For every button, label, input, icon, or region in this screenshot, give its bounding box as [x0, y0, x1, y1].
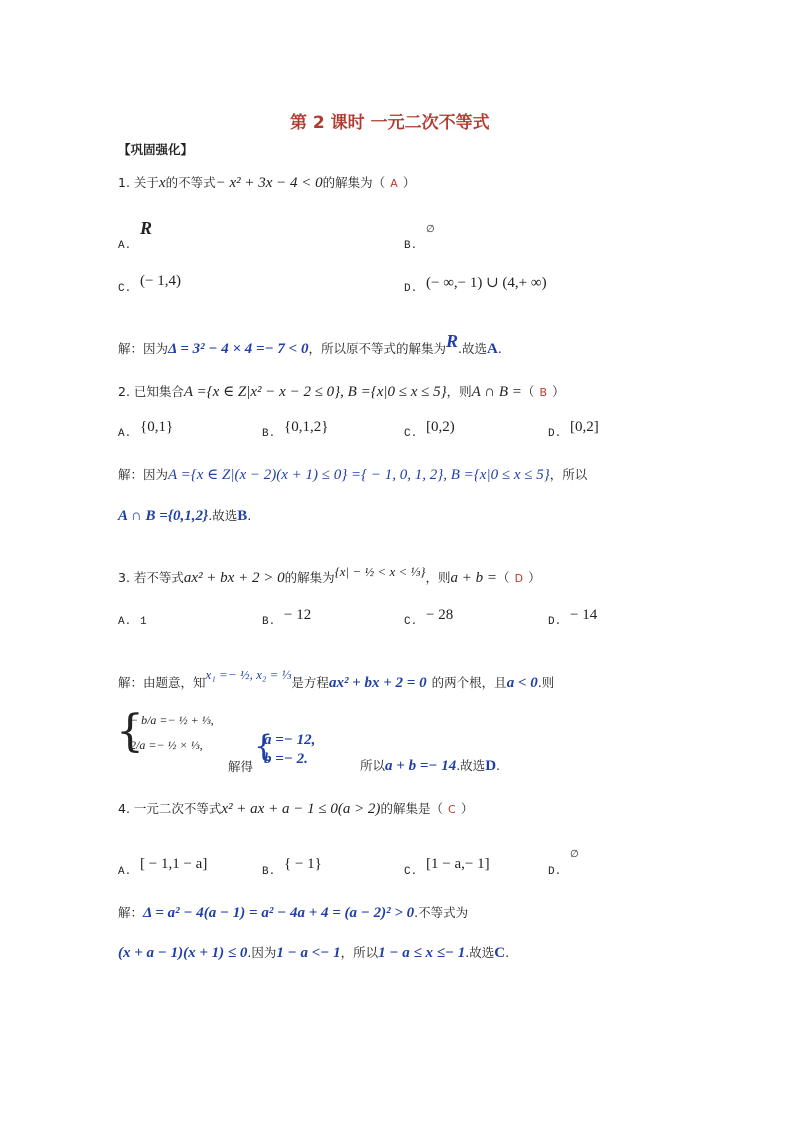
q3-sol-prefix: 解：由题意，知 [118, 675, 206, 690]
q3-open: （ [496, 570, 510, 585]
q4-solution-line-2 [118, 942, 509, 962]
q2-sol-mid: ，所以 [549, 467, 588, 482]
q2-answer: B [539, 386, 548, 399]
q4-solution-line-1 [118, 902, 468, 922]
q2-option-d: [0,2] [570, 419, 599, 435]
q4-option-b: { − 1} [284, 856, 322, 872]
q3-system-eq-1: − b/a =− ½ + ⅓, [130, 713, 214, 727]
q1-prefix: 1. 关于 [118, 175, 159, 190]
q4-option-a-label: A. [118, 866, 132, 878]
q1-suffix: 的解集为（ [322, 175, 386, 190]
q1-option-b: ∅ [426, 224, 435, 235]
q3-sol-roots: x₁ =− ½, x₂ = ⅓ [205, 667, 292, 682]
q4-suffix: 的解集是（ [380, 801, 443, 816]
q2-option-c: [0,2) [426, 419, 455, 435]
q3-option-b-label: B. [262, 616, 276, 628]
q3-result-a: a =− 12, [264, 732, 316, 748]
q1-sol-choice: A [486, 341, 498, 357]
q3-set: {x| − ½ < x < ⅓} [334, 564, 426, 579]
q3-sol-then: .则 [537, 675, 555, 690]
q2-solution-line-2 [118, 505, 251, 525]
q4-prefix: 4. 一元二次不等式 [118, 801, 222, 816]
q3-option-c-label: C. [404, 616, 418, 628]
section-heading: 【巩固强化】 [118, 142, 194, 157]
q3-sol-mid2: 的两个根，且 [431, 675, 507, 690]
q3-option-c: − 28 [426, 607, 454, 623]
q3-system-brace: { [116, 706, 144, 757]
q3-sol-equation: ax² + bx + 2 = 0 [328, 675, 427, 691]
page-title: 第 2 课时 一元二次不等式 [290, 113, 490, 133]
q2-option-b: {0,1,2} [284, 419, 329, 435]
q3-sol-mid: 是方程 [291, 675, 329, 690]
q3-solution-line-1 [118, 667, 555, 692]
q1-option-a-label: A. [118, 240, 132, 252]
q2-sol-prefix: 解：因为 [118, 467, 169, 482]
q1-option-c-label: C. [118, 283, 132, 295]
q2-option-a-label: A. [118, 428, 132, 440]
q1-solution [118, 331, 502, 358]
q3-sol-dot: . [496, 758, 501, 773]
q4-option-d-label: D. [548, 866, 562, 878]
question-4-stem [118, 798, 473, 818]
q2-option-b-label: B. [262, 428, 276, 440]
q3-option-d-label: D. [548, 616, 562, 628]
q3-option-a-label: A. [118, 616, 132, 628]
q1-mid: 的不等式 [165, 175, 216, 190]
q4-sol-so: ，所以 [340, 945, 379, 960]
question-2-stem [118, 381, 565, 401]
q1-answer: A [390, 177, 398, 190]
q2-sol-dot: . [247, 508, 252, 523]
q3-system-eq-2: 2/a =− ½ × ⅓, [130, 738, 203, 752]
q4-sol-because: .因为 [247, 945, 277, 960]
q2-open: （ [521, 384, 535, 399]
q4-sol-inequality: (x + a − 1)(x + 1) ≤ 0 [118, 945, 248, 961]
q1-inequality: − x² + 3x − 4 < 0 [215, 175, 323, 191]
q3-close: ） [528, 570, 541, 585]
q4-sol-dot: . [505, 945, 510, 960]
q2-sol-result: A ∩ B ={0,1,2} [118, 508, 209, 524]
q2-prefix: 2. 已知集合 [118, 384, 184, 399]
q3-result-b: b =− 2. [264, 751, 308, 767]
q3-mid2: ，则 [425, 570, 451, 585]
q4-sol-expr: Δ = a² − 4(a − 1) = a² − 4a + 4 = (a − 2)² > 0 [143, 905, 415, 921]
q2-sets: A ={x ∈ Z|x² − x − 2 ≤ 0}, B ={x|0 ≤ x ≤ 5} [183, 384, 447, 400]
q4-inequality: x² + ax + a − 1 ≤ 0(a > 2) [221, 801, 381, 817]
q3-solve-word: 解得 [228, 759, 254, 774]
q2-option-c-label: C. [404, 428, 418, 440]
q1-option-a: R [140, 218, 153, 238]
q3-prefix: 3. 若不等式 [118, 570, 184, 585]
q2-mid: ，则 [446, 384, 472, 399]
q3-solution-final [360, 755, 500, 775]
q3-sol-cond: a < 0 [506, 675, 538, 691]
q3-sol-choice: D [485, 758, 497, 774]
q2-close: ） [552, 384, 565, 399]
q2-sol-expr: A ={x ∈ Z|(x − 2)(x + 1) ≤ 0} ={ − 1, 0, 1, 2}, B ={x|0 ≤ x ≤ 5} [168, 467, 550, 483]
q4-sol-compare: 1 − a <− 1 [276, 945, 341, 961]
q4-sol-range: 1 − a ≤ x ≤− 1 [378, 945, 466, 961]
q3-answer: D [514, 572, 524, 585]
q4-close: ） [460, 801, 474, 816]
q2-sol-end: .故选 [208, 508, 238, 523]
q3-so-word: 所以 [360, 758, 386, 773]
q1-var: x [158, 175, 166, 191]
q2-sol-choice: B [237, 508, 248, 524]
q1-option-c: (− 1,4) [140, 273, 181, 289]
q4-answer: C [448, 803, 456, 816]
q1-option-d: (− ∞,− 1) ∪ (4,+ ∞) [426, 275, 547, 291]
q2-solution-line-1 [118, 464, 587, 484]
q1-sol-prefix: 解：因为 [118, 341, 169, 356]
q3-final: a + b =− 14 [385, 758, 457, 774]
q3-mid: 的解集为 [284, 570, 335, 585]
q3-expr: a + b = [450, 570, 497, 586]
q1-close: ） [402, 175, 416, 190]
q4-option-c-label: C. [404, 866, 418, 878]
question-1-stem [118, 172, 415, 192]
q4-sol-mid: .不等式为 [414, 905, 469, 920]
q3-result-brace: { [254, 729, 274, 764]
q1-sol-set: R [445, 331, 458, 351]
q3-option-b: − 12 [284, 607, 312, 623]
q3-inequality: ax² + bx + 2 > 0 [183, 570, 285, 586]
q1-option-b-label: B. [404, 240, 418, 252]
q4-option-d: ∅ [570, 849, 579, 860]
q4-sol-end: .故选 [465, 945, 495, 960]
q1-sol-dot: . [497, 341, 502, 356]
q3-option-d: − 14 [570, 607, 598, 623]
q4-option-c: [1 − a,− 1] [426, 856, 490, 872]
q3-option-a: 1 [140, 616, 147, 628]
q4-sol-choice: C [494, 945, 506, 961]
q2-option-d-label: D. [548, 428, 562, 440]
q2-expr: A ∩ B = [471, 384, 522, 400]
q4-option-a: [ − 1,1 − a] [140, 856, 208, 872]
q4-sol-prefix: 解： [118, 905, 144, 920]
q2-option-a: {0,1} [140, 419, 174, 435]
q1-sol-end: .故选 [458, 341, 487, 356]
q1-option-d-label: D. [404, 283, 418, 295]
q1-sol-expr: Δ = 3² − 4 × 4 =− 7 < 0 [168, 341, 309, 357]
question-3-stem [118, 564, 541, 587]
q3-sol-end: .故选 [456, 758, 486, 773]
q4-option-b-label: B. [262, 866, 276, 878]
q1-sol-mid: ，所以原不等式的解集为 [308, 341, 446, 356]
